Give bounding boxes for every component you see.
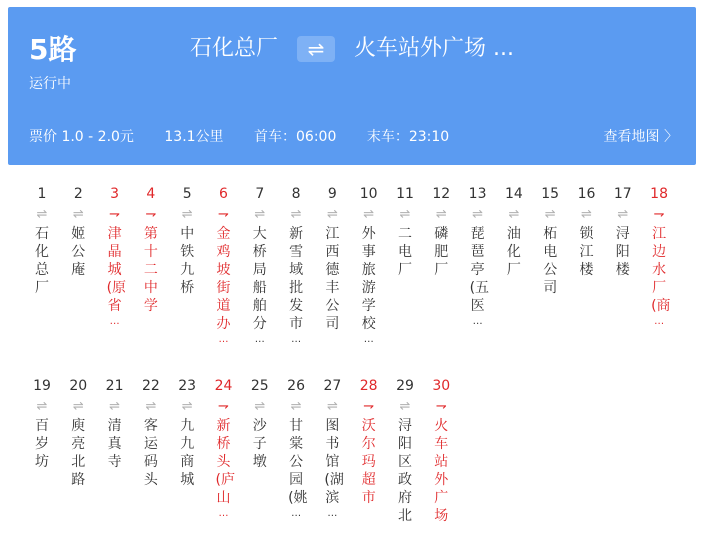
route-status: 运行中 bbox=[29, 76, 71, 92]
stop-name: 客运码头 bbox=[143, 418, 158, 488]
stop-number: 18 bbox=[650, 186, 668, 202]
stop-name: 新桥头(庐山 bbox=[215, 418, 235, 506]
stop-item[interactable] bbox=[426, 185, 456, 279]
stop-name-ellipsis: … bbox=[363, 334, 374, 345]
stop-name: 津晶城(原省 bbox=[106, 226, 127, 314]
two-way-arrow-icon: ⇌ bbox=[472, 207, 484, 222]
stop-item[interactable] bbox=[27, 185, 57, 297]
stop-item[interactable] bbox=[572, 185, 602, 279]
stop-name: 沙子墩 bbox=[252, 418, 267, 470]
stop-name-ellipsis: … bbox=[654, 316, 665, 327]
stop-number: 27 bbox=[323, 378, 342, 394]
stop-name: 外事旅游学校 bbox=[361, 226, 376, 332]
stop-name-ellipsis: … bbox=[472, 316, 483, 327]
stop-item[interactable] bbox=[136, 185, 166, 315]
stop-name: 火车站外广场 bbox=[434, 418, 449, 524]
stop-name-ellipsis: … bbox=[109, 316, 120, 327]
stop-number: 12 bbox=[432, 186, 451, 202]
stop-name: 中铁九桥 bbox=[180, 226, 195, 296]
fare: 票价 1.0 - 2.0元 bbox=[29, 129, 134, 145]
stop-number: 1 bbox=[37, 186, 47, 202]
stop-number: 17 bbox=[613, 186, 632, 202]
stop-item[interactable] bbox=[317, 185, 347, 333]
stop-number: 3 bbox=[110, 186, 120, 202]
stop-number: 15 bbox=[541, 186, 560, 202]
stop-name-ellipsis: … bbox=[327, 508, 338, 519]
stop-item[interactable] bbox=[63, 377, 93, 489]
stop-number: 23 bbox=[178, 378, 197, 394]
stop-item[interactable] bbox=[27, 377, 57, 471]
view-map-link[interactable]: 查看地图 〉 bbox=[603, 129, 678, 145]
stop-item[interactable] bbox=[281, 185, 311, 347]
stop-name: 浔阳区政府北 bbox=[398, 418, 412, 524]
two-way-arrow-icon: ⇌ bbox=[36, 399, 48, 414]
stop-name-ellipsis: … bbox=[218, 334, 229, 345]
two-way-arrow-icon: ⇌ bbox=[326, 399, 338, 414]
stop-item[interactable] bbox=[644, 185, 674, 329]
one-way-arrow-icon: ⇁ bbox=[145, 207, 157, 222]
stop-name: 甘棠公园(姚 bbox=[288, 418, 308, 506]
start-station: 石化总厂 bbox=[190, 36, 279, 61]
two-way-arrow-icon: ⇌ bbox=[290, 207, 302, 222]
stop-number: 14 bbox=[504, 186, 523, 202]
stop-name: 姬公庵 bbox=[71, 226, 86, 278]
stop-name: 油化厂 bbox=[506, 226, 521, 278]
last-bus-time: 末车：23:10 bbox=[366, 129, 450, 145]
two-way-arrow-icon: ⇌ bbox=[290, 399, 302, 414]
stop-item[interactable] bbox=[172, 185, 202, 297]
stop-number: 21 bbox=[105, 378, 124, 394]
stop-number: 2 bbox=[73, 186, 83, 202]
stop-item[interactable] bbox=[136, 377, 166, 489]
one-way-arrow-icon: ⇁ bbox=[363, 399, 375, 414]
stop-number: 24 bbox=[214, 378, 233, 394]
two-way-arrow-icon: ⇌ bbox=[399, 207, 411, 222]
stop-name-ellipsis: … bbox=[254, 334, 265, 345]
stop-item[interactable] bbox=[245, 185, 275, 347]
stop-name-ellipsis: … bbox=[291, 334, 302, 345]
route-header bbox=[8, 7, 696, 165]
stop-name: 柘电公司 bbox=[543, 226, 558, 296]
stop-number: 26 bbox=[287, 378, 305, 394]
stop-number: 28 bbox=[359, 378, 378, 394]
stop-name: 大桥局船舶分 bbox=[252, 226, 267, 332]
one-way-arrow-icon: ⇁ bbox=[218, 399, 229, 414]
two-way-arrow-icon: ⇌ bbox=[254, 399, 266, 414]
stop-item[interactable] bbox=[100, 377, 130, 471]
stop-number: 8 bbox=[291, 186, 301, 202]
two-way-arrow-icon: ⇌ bbox=[254, 207, 266, 222]
stop-item[interactable] bbox=[209, 185, 239, 347]
two-way-arrow-icon: ⇌ bbox=[581, 207, 592, 222]
stop-item[interactable] bbox=[245, 377, 275, 471]
stop-number: 6 bbox=[219, 186, 228, 202]
stop-name: 清真寺 bbox=[107, 418, 122, 470]
two-way-arrow-icon: ⇌ bbox=[72, 399, 84, 414]
stop-item[interactable] bbox=[281, 377, 311, 521]
stop-number: 19 bbox=[33, 378, 51, 394]
stop-number: 7 bbox=[255, 186, 265, 202]
stop-item[interactable] bbox=[63, 185, 93, 279]
stop-item[interactable] bbox=[535, 185, 565, 297]
stop-item[interactable] bbox=[463, 185, 493, 329]
stop-name: 二电厂 bbox=[398, 226, 412, 278]
stop-number: 9 bbox=[327, 186, 337, 202]
stop-name-ellipsis: … bbox=[218, 508, 229, 519]
two-way-arrow-icon: ⇌ bbox=[36, 207, 48, 222]
two-way-arrow-icon: ⇌ bbox=[326, 207, 338, 222]
stop-number: 13 bbox=[468, 186, 487, 202]
one-way-arrow-icon: ⇁ bbox=[435, 399, 447, 414]
stop-name: 庾亮北路 bbox=[71, 418, 86, 488]
stop-number: 22 bbox=[141, 378, 160, 394]
stop-name: 图书馆(湖滨 bbox=[324, 418, 344, 506]
route-endpoints bbox=[8, 33, 696, 65]
stop-item[interactable] bbox=[354, 377, 384, 507]
two-way-arrow-icon: ⇌ bbox=[109, 399, 121, 414]
two-way-arrow-icon: ⇌ bbox=[435, 207, 447, 222]
stop-name: 新雪域批发市 bbox=[289, 226, 304, 332]
stop-name: 江边水厂(商 bbox=[651, 226, 671, 314]
stop-name: 琵琶亭(五医 bbox=[469, 226, 490, 314]
two-way-arrow-icon: ⇌ bbox=[399, 399, 411, 414]
two-way-arrow-icon: ⇌ bbox=[181, 399, 193, 414]
two-way-arrow-icon: ⇌ bbox=[508, 207, 520, 222]
stop-name: 金鸡坡街道办 bbox=[216, 226, 231, 332]
route-info bbox=[29, 127, 475, 147]
stop-number: 30 bbox=[432, 378, 451, 394]
stop-name: 磷肥厂 bbox=[434, 226, 449, 278]
stop-item[interactable] bbox=[499, 185, 529, 279]
route-number: 5路 bbox=[29, 33, 77, 66]
stop-item[interactable] bbox=[354, 185, 384, 347]
swap-direction-button[interactable]: ⇌ bbox=[297, 36, 335, 62]
stop-item[interactable] bbox=[390, 185, 420, 279]
stop-number: 16 bbox=[577, 186, 596, 202]
stop-item[interactable] bbox=[172, 377, 202, 489]
two-way-arrow-icon: ⇌ bbox=[145, 399, 157, 414]
stop-number: 29 bbox=[396, 378, 414, 394]
distance: 13.1公里 bbox=[164, 129, 224, 145]
two-way-arrow-icon: ⇌ bbox=[544, 207, 556, 222]
stop-item[interactable] bbox=[100, 185, 130, 329]
stop-name: 第十二中学 bbox=[143, 226, 158, 314]
two-way-arrow-icon: ⇌ bbox=[72, 207, 84, 222]
stop-item[interactable] bbox=[390, 377, 420, 525]
stop-name: 锁江楼 bbox=[579, 226, 594, 278]
stop-name: 江西德丰公司 bbox=[325, 226, 340, 332]
first-bus-time: 首车：06:00 bbox=[254, 129, 337, 145]
stop-number: 25 bbox=[250, 378, 269, 394]
stop-name: 浔阳楼 bbox=[615, 226, 630, 278]
stop-number: 5 bbox=[182, 186, 192, 202]
two-way-arrow-icon: ⇌ bbox=[617, 207, 629, 222]
stop-number: 10 bbox=[359, 186, 378, 202]
stop-item[interactable] bbox=[317, 377, 347, 521]
stop-name-ellipsis: … bbox=[291, 508, 302, 519]
stop-item[interactable] bbox=[209, 377, 239, 521]
one-way-arrow-icon: ⇁ bbox=[653, 207, 665, 222]
stop-name: 九九商城 bbox=[180, 418, 195, 488]
stop-number: 11 bbox=[396, 186, 414, 202]
stop-item[interactable] bbox=[608, 185, 638, 279]
stop-item[interactable] bbox=[426, 377, 456, 525]
stop-number: 4 bbox=[146, 186, 156, 202]
stop-name: 石化总厂 bbox=[35, 226, 49, 296]
one-way-arrow-icon: ⇁ bbox=[218, 207, 229, 222]
two-way-arrow-icon: ⇌ bbox=[181, 207, 193, 222]
two-way-arrow-icon: ⇌ bbox=[363, 207, 375, 222]
one-way-arrow-icon: ⇁ bbox=[109, 207, 121, 222]
end-station: 火车站外广场 ... bbox=[354, 36, 514, 61]
stop-number: 20 bbox=[69, 378, 88, 394]
stop-name: 百岁坊 bbox=[35, 418, 49, 470]
stop-name: 沃尔玛超市 bbox=[361, 418, 376, 506]
